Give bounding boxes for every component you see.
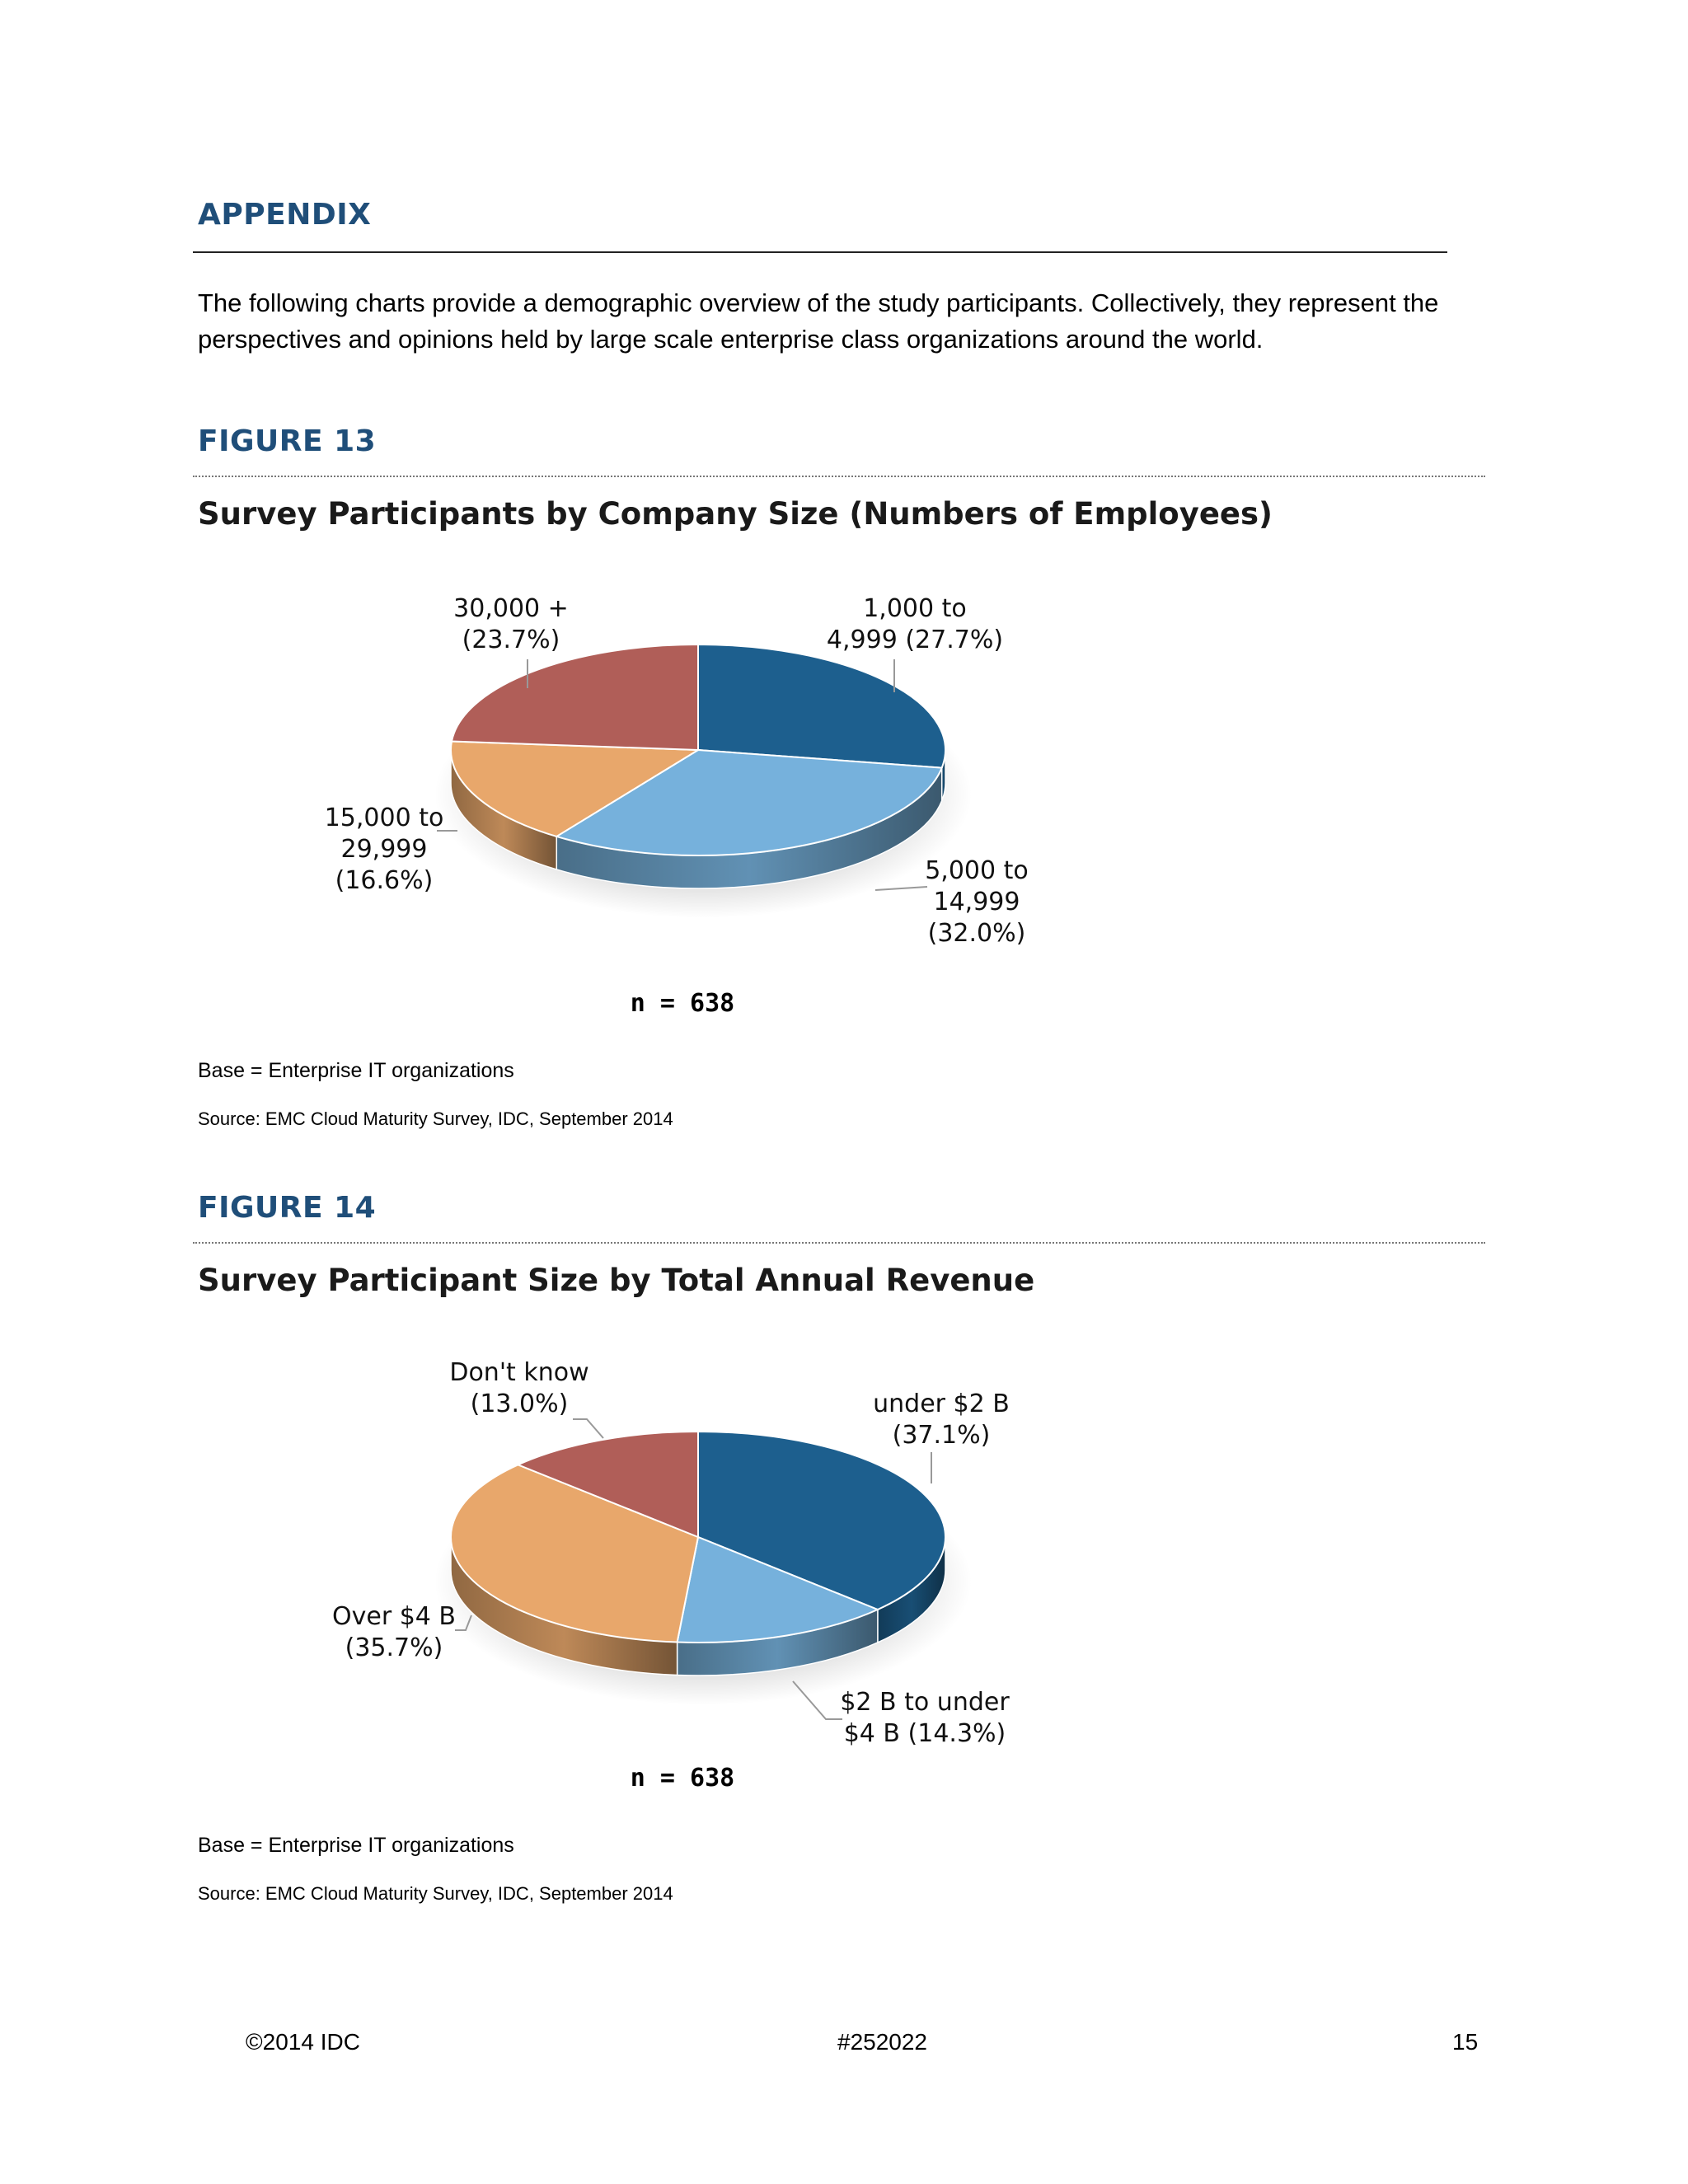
pie-slice-label-2: Over $4 B (35.7%): [332, 1602, 456, 1662]
footer-page-number: 15: [1452, 2029, 1479, 2055]
pie-slice-label-0: 1,000 to 4,999 (27.7%): [826, 594, 1004, 654]
figure-13-title: Survey Participants by Company Size (Numbers of Employees): [198, 496, 1273, 532]
figure-14-base: Base = Enterprise IT organizations: [198, 1834, 514, 1857]
figure-13-n: n = 638: [630, 989, 735, 1018]
pie-leader-line-3: [573, 1419, 603, 1438]
figure-13-label: FIGURE 13: [198, 424, 377, 458]
footer-doc-number: #252022: [837, 2029, 928, 2055]
pie-slice-label-3: Don't know (13.0%): [449, 1358, 589, 1418]
intro-paragraph: The following charts provide a demographic overview of the study participants. Collectively, they represent the perspectives and opinions held by large scale enterprise class organizations around the world.: [198, 288, 1439, 354]
footer-copyright: ©2014 IDC: [246, 2029, 360, 2055]
figure-14-title: Survey Participant Size by Total Annual Revenue: [198, 1263, 1035, 1298]
figure-13-base: Base = Enterprise IT organizations: [198, 1059, 514, 1082]
pie-slice-label-0: under $2 B (37.1%): [873, 1390, 1010, 1450]
pie-slice-label-1: $2 B to under $4 B (14.3%): [840, 1688, 1010, 1748]
appendix-heading: APPENDIX: [198, 198, 372, 232]
figure-13-source: Source: EMC Cloud Maturity Survey, IDC, September 2014: [198, 1108, 673, 1129]
pie-slice-label-2: 15,000 to 29,999 (16.6%): [324, 804, 444, 895]
pie-slice-label-3: 30,000 + (23.7%): [453, 594, 569, 654]
pie-slice-label-1: 5,000 to 14,999 (32.0%): [925, 856, 1029, 948]
figure-14-label: FIGURE 14: [198, 1191, 377, 1225]
figure-14-n: n = 638: [630, 1764, 735, 1793]
figure-14-source: Source: EMC Cloud Maturity Survey, IDC, September 2014: [198, 1883, 673, 1904]
